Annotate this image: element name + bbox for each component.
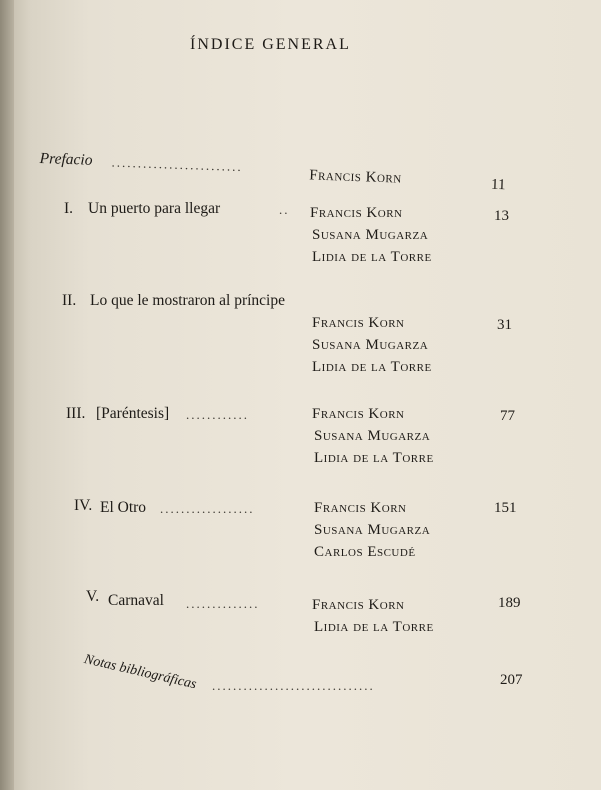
entry-author: Susana Mugarza — [314, 428, 431, 444]
entry-label: Lo que le mostraron al príncipe — [90, 292, 285, 309]
entry-author: Lidia de la Torre — [314, 450, 434, 466]
entry-leader-dots: ......................... — [111, 154, 244, 175]
entry-author: Francis Korn — [312, 315, 405, 331]
entry-author: Susana Mugarza — [314, 522, 431, 538]
book-spine — [0, 0, 14, 790]
entry-author: Lidia de la Torre — [312, 249, 432, 265]
entry-author: Lidia de la Torre — [314, 619, 434, 635]
entry-label: [Paréntesis] — [96, 405, 170, 422]
entry-leader-dots: .................. — [160, 501, 255, 516]
entry-page-number: 151 — [494, 500, 517, 516]
entry-author: Susana Mugarza — [312, 337, 429, 353]
entry-author: Lidia de la Torre — [312, 359, 432, 375]
page-title: ÍNDICE GENERAL — [190, 36, 351, 53]
entry-label: Prefacio — [39, 150, 93, 169]
entry-label: Notas bibliográficas — [82, 652, 198, 693]
entry-page-number: 207 — [500, 672, 523, 688]
entry-author: Francis Korn — [314, 500, 407, 516]
entry-number: V. — [86, 588, 100, 605]
entry-label: El Otro — [100, 499, 147, 516]
entry-label: Un puerto para llegar — [88, 200, 221, 217]
entry-author: Francis Korn — [312, 597, 405, 613]
entry-number: III. — [66, 405, 86, 422]
entry-author: Susana Mugarza — [312, 227, 429, 243]
entry-page-number: 13 — [494, 208, 509, 224]
entry-number: II. — [62, 292, 77, 309]
entry-leader-dots: ............................... — [212, 678, 375, 693]
entry-page-number: 11 — [490, 176, 506, 194]
entry-leader-dots: ............ — [186, 407, 249, 422]
entry-number: I. — [64, 200, 74, 217]
entry-author: Francis Korn — [310, 205, 403, 221]
entry-page-number: 31 — [497, 317, 512, 333]
entry-leader-dots: .............. — [186, 596, 260, 611]
entry-leader-dots: .. — [279, 202, 290, 217]
entry-page-number: 189 — [498, 595, 521, 611]
entry-page-number: 77 — [500, 408, 515, 424]
entry-author: Francis Korn — [308, 167, 402, 187]
entry-author: Carlos Escudé — [314, 544, 416, 560]
entry-label: Carnaval — [108, 592, 164, 609]
entry-author: Francis Korn — [312, 406, 405, 422]
entry-number: IV. — [74, 497, 93, 514]
